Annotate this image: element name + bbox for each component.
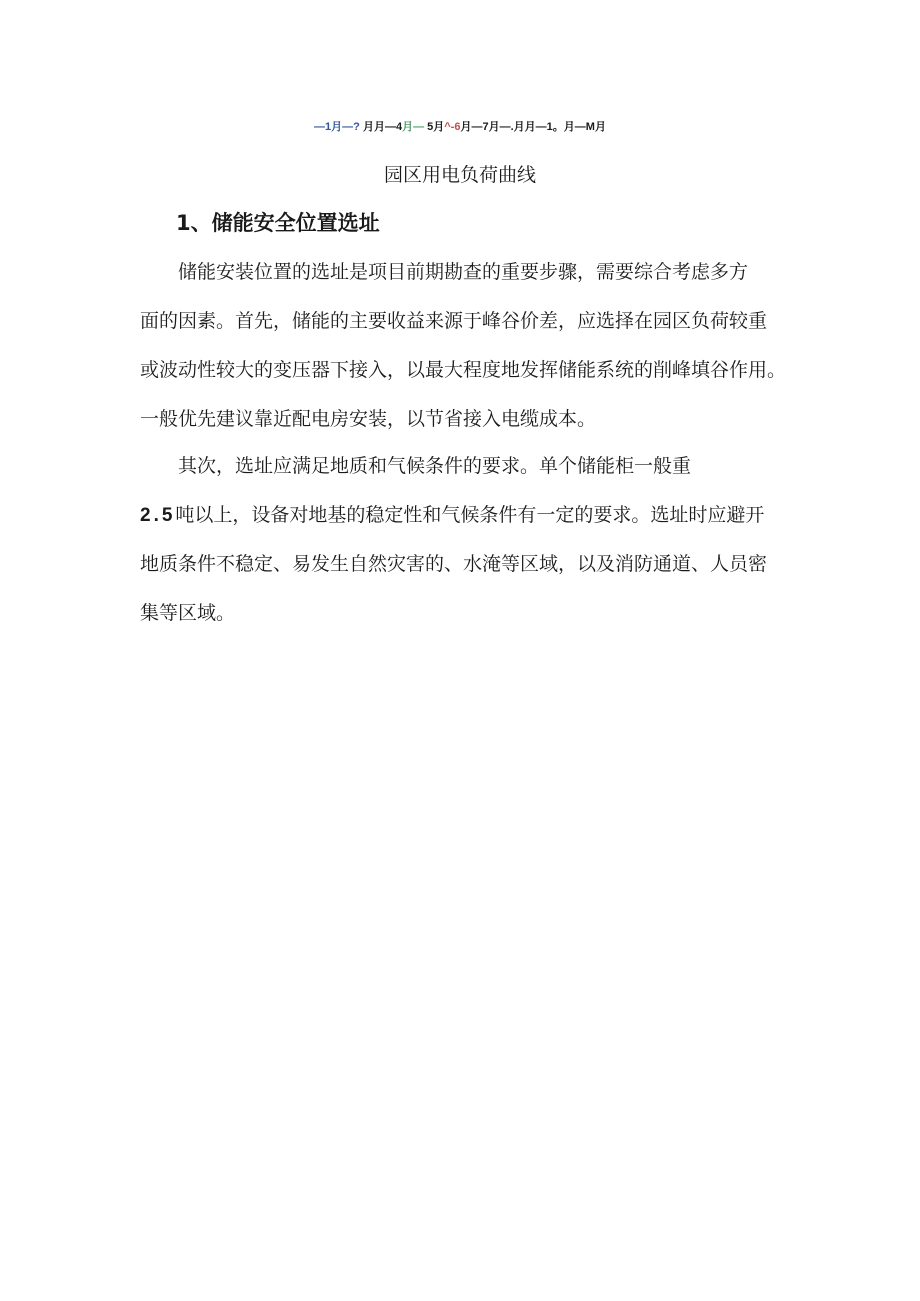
legend-segment: 5月 xyxy=(424,121,445,133)
paragraph-2 xyxy=(140,442,810,638)
legend-segment: ^-6 xyxy=(444,121,461,133)
paragraph-line: 面的因素。首先，储能的主要收益来源于峰谷价差，应选择在园区负荷较重 xyxy=(140,310,768,332)
paragraph-line: 地质条件不稳定、易发生自然灾害的、水淹等区域，以及消防通道、人员密 xyxy=(140,553,768,575)
section-heading: 1、储能安全位置选址 xyxy=(176,211,380,235)
weight-number: 2.5 xyxy=(140,505,176,526)
legend-segment: 月—7月—.月月—1。月—M月 xyxy=(460,121,606,133)
paragraph-line: 或波动性较大的变压器下接入，以最大程度地发挥储能系统的削峰填谷作用。 xyxy=(140,359,787,381)
paragraph-1 xyxy=(140,248,810,444)
paragraph-line xyxy=(140,491,810,540)
paragraph-line-text: 吨以上，设备对地基的稳定性和气候条件有一定的要求。选址时应避开 xyxy=(175,504,765,526)
paragraph-line: 其次，选址应满足地质和气候条件的要求。单个储能柜一般重 xyxy=(178,455,692,477)
paragraph-line: 储能安装位置的选址是项目前期勘查的重要步骤，需要综合考虑多方 xyxy=(178,261,749,283)
figure-caption: 园区用电负荷曲线 xyxy=(383,164,536,186)
legend-segment: 月月—4 xyxy=(359,121,403,133)
paragraph-line: 一般优先建议靠近配电房安装，以节省接入电缆成本。 xyxy=(140,408,597,430)
paragraph-line: 集等区域。 xyxy=(140,602,236,624)
legend-segment: —1月—? xyxy=(314,121,360,133)
chart-legend xyxy=(0,118,920,134)
legend-segment: 月— xyxy=(402,121,425,133)
